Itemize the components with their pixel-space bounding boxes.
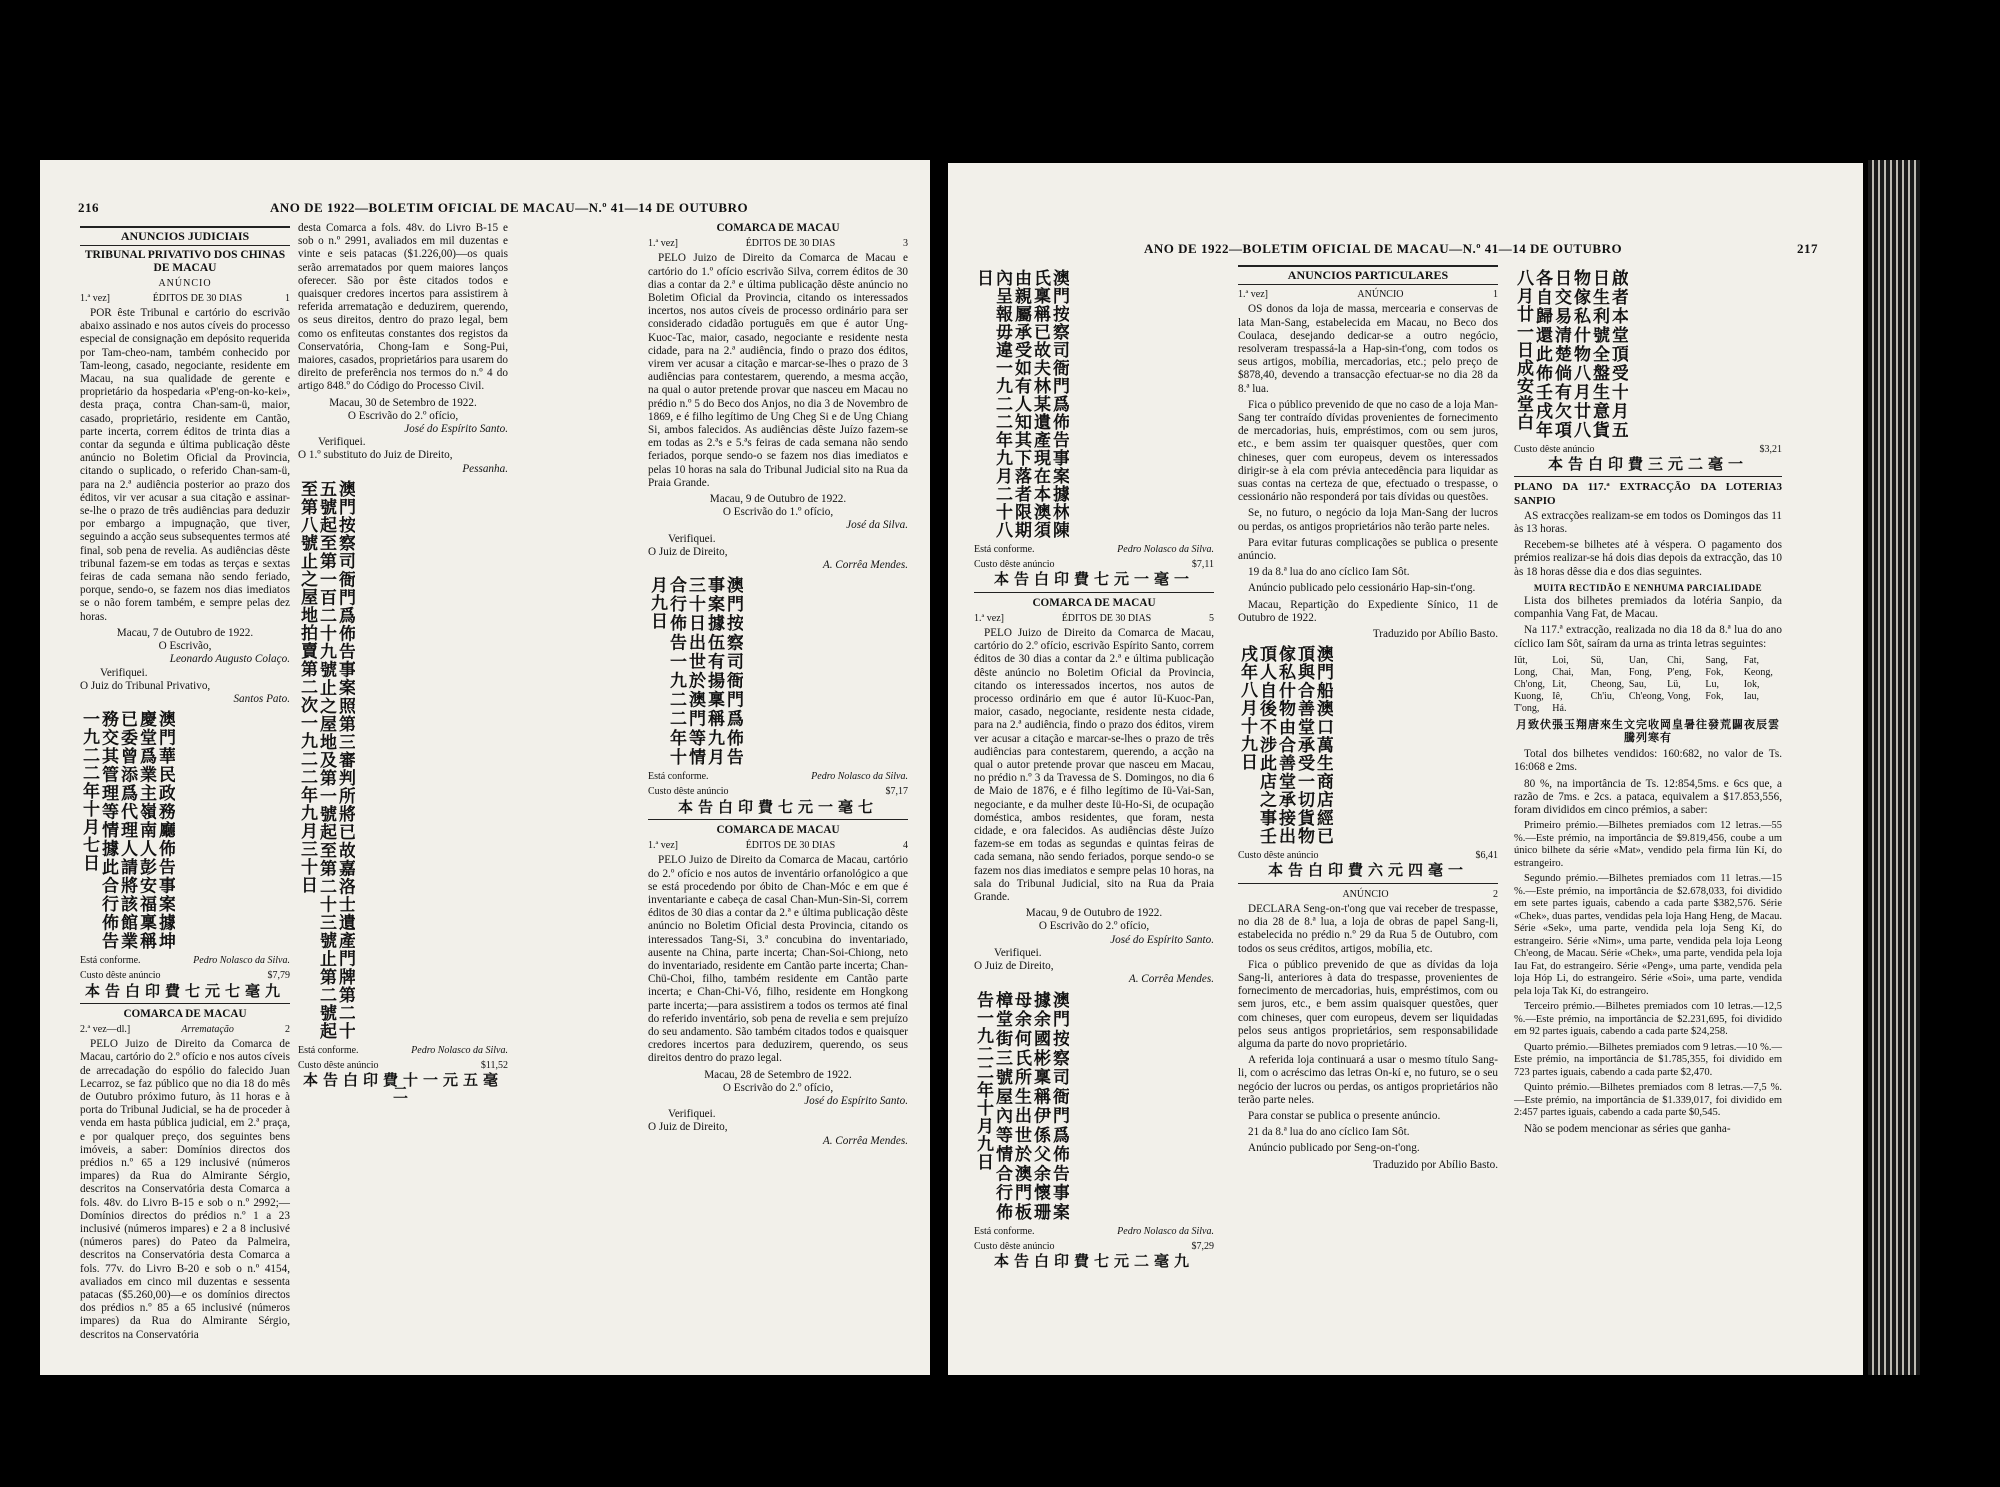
notice-number-2: 2 <box>285 1023 290 1035</box>
notice-body-2: PELO Juizo de Direito da Comarca de Macau, cartório do 2.º ofício e nos autos de inventário orfanológico a que se está procedendo por óbito de Chan-Móc e em que é inventariante e cabeça de casal Chan-Mun-Sin-Si, correm éditos de 30 dias a contar da 2.ª e última publicação dêste anúncio no Boletim Oficial desta Provincia, citando os interessados Tang-Si, 3.ª concubina do inventariado, ausente na China, parte incerta; Chan-Soi-Chiong, neto do inventariado, residente em Cantão parte incerta; Chan-Chü-Choi, filho, também residente em Cantão parte incerta; e Chan-Chi-Vó, filho, residente em Hongkong parte incerta;—para assistirem a todos os termos até final do referido inventário, sob pena de revelia e sem prejuízo do seu andamento. São também citados todos e quaisquer credores incertos para deduzirem, querendo, os seus direitos dentro do prazo legal. <box>648 854 908 1065</box>
chinese-cost-line: 本告白印費十一元五毫二 <box>302 1073 503 1103</box>
judge-role: O Juiz do Tribunal Privativo, <box>80 679 211 692</box>
conforme-label: Está conforme. <box>974 544 1035 555</box>
chinese-notice: 澳門按察司衙門爲佈告事案照第三審判所將已故嘉洛士遺產門牌第二十五號起至第一百二十九號止之屋地及第一號起至第二十三號止第二號起至第八號止之屋地拍賣第二次一九二二年九月三十日 <box>298 479 355 1040</box>
drawn-letter: Cheong, <box>1590 678 1625 690</box>
section-title: ANUNCIOS JUDICIAIS <box>80 226 290 246</box>
first-prize: Primeiro prémio.—Bilhetes premiados com 12 letras.—55 %.—Este prémio, na importância de $9.819,456, coube a um único bilhete da série «Mat», vendido pela firma Iün Kí, do estrangeiro. <box>1514 820 1782 869</box>
notice-date: Macau, 9 de Outubro de 1922. <box>709 493 847 506</box>
notice-body: PELO Juizo de Direito da Comarca de Macau, cartório do 2.º ofício, escrivão Espírito Santo, correm éditos de 30 dias a contar da 2.ª e última publicação dêste anúncio no Boletim Oficial da Provincia, citando os interessados incertos, nos autos de processo ordinário em que é autor Iü-Kuoc-Pan, maior, casado, negociante, residente nesta cidade, para na 2.ª audiência, findo o prazo dos éditos, virem ver acusar a citação e marcar-se-lhes o prazo de três audiências para contestarem, querendo, a acção na qual o autor pretende provar que nasceu em Macau, no prédio n.º 3 da Travessa de S. Domingos, no dia 6 de Maio de 1876, e é filho legítimo de Iü-Vai-San, negociante, e da mulher deste Iü-Ho-Si, de ocupação doméstica, ambos residentes, que foram, nesta cidade, e ora falecidos. As audiências dêste Juízo fazem-se em todas as segundas e quintas feiras de cada semana, não sendo feriados, porque sendo-o se fazem nos dias imediatos e sempre pelas 10 horas, na sala do Tribunal Judicial, sito na Rua da Praia Grande. <box>974 627 1214 904</box>
notice-subtitle-2: Arrematação <box>181 1023 234 1035</box>
chinese-notice: 澳門按察司衙門爲佈告事案據林陳氏稟稱已故夫林某遺產現在本澳須由親屬承受如有人知其下落者限期內呈報毋違一九二二年九月二十八日 <box>974 269 1069 539</box>
insertion-tag: 1.ª vez] <box>648 238 678 250</box>
notice-number: 1 <box>1492 289 1498 301</box>
drawn-letter: Uan, <box>1628 654 1649 666</box>
notice-date: Macau, 7 de Outubro de 1922. <box>116 626 254 639</box>
column-1 <box>80 224 290 1345</box>
lottery-plan-title: PLANO DA 117.ª EXTRACÇÃO DA LOTERIA SANPIO <box>1514 481 1777 507</box>
drawn-letter: T'ong, <box>1514 702 1540 714</box>
chinese-notice: 澳門華民政務廳佈告事案據坤慶堂爲業主嶺南人彭安福稟稱已委曾添爲代理人請將該館業務交其管理等情據此合行佈告一九二二年十月七日 <box>80 710 175 951</box>
insertion-tag-2: 1.ª vez] <box>648 840 678 852</box>
column-6 <box>1514 265 1782 1139</box>
drawn-letter: Lü, <box>1667 678 1681 690</box>
drawn-letter: Kuong, <box>1514 690 1544 702</box>
drawn-letter: Chi, <box>1667 654 1685 666</box>
translator-line-2: Traduzido por Abílio Basto. <box>1372 1158 1498 1171</box>
cost-label: Custo dêste anúncio <box>298 1060 379 1072</box>
drawn-letter: Iüt, <box>1514 654 1528 666</box>
paragraph-4: Na 117.ª extracção, realizada no dia 18 da 8.ª lua do ano cíclico Iam Sôt, saíram da urna as trinta letras seguintes: <box>1514 624 1782 650</box>
drawn-letter: Ch'iu, <box>1590 690 1615 702</box>
judge-role: O 1.º substituto do Juiz de Direito, <box>298 449 453 462</box>
fourth-prize: Quarto prémio.—Bilhetes premiados com 9 letras.—10 %.—Este prémio, na importância de $1.785,355, foi dividido em 723 partes iguais, cabendo a cada parte $2,470. <box>1514 1041 1782 1078</box>
running-head-left: ANO DE 1922—BOLETIM OFICIAL DE MACAU—N.º 41—14 DE OUTUBRO <box>270 200 749 215</box>
conforme-label: Está conforme. <box>298 1044 359 1056</box>
insertion-tag: 1.ª vez] <box>80 292 110 304</box>
left-page <box>40 160 930 1375</box>
paragraph-q4: Para constar se publica o presente anúncio. <box>1248 1109 1441 1122</box>
cost-value: $3,21 <box>1759 444 1782 455</box>
notice-label: ANÚNCIO <box>158 277 212 289</box>
paragraph-5: Total dos bilhetes vendidos: 160:682, no valor de Ts. 16:068 e 2ms. <box>1514 748 1782 774</box>
paragraph-q1: DECLARA Seng-on-t'ong que vai receber de trespasse, no dia 28 de 8.ª lua, a loja de obras de papel Sang-li, estabelecida no prédio n.º 29 da Rua 5 de Outubro, com todos os seus créditos, artigos, mobília, etc. <box>1238 902 1498 955</box>
signer-role: O Escrivão do 2.º ofício, <box>347 409 459 422</box>
edict-label-2: ÉDITOS DE 30 DIAS <box>745 840 836 852</box>
chinese-notice: 啟者本堂頂受十月五日生利號全盤生意貨物傢私什物八月廿八日交易清楚倘有欠項各自歸還此佈壬戌年八月廿一日成安堂白 <box>1514 269 1628 439</box>
judge-name: A. Corrêa Mendes. <box>822 559 908 572</box>
notice-date: Macau, 9 de Outubro de 1922. <box>1025 907 1163 920</box>
chinese-notice-2: 澳門按察司衙門爲佈告事案據余國彬稟稱伊係父余懷珊母余何氏所生出世於澳門板樟堂街三號屋內等情合行佈告一九二二年十月九日 <box>974 990 1069 1221</box>
notice-number: 1 <box>284 292 290 304</box>
verified-label-2: Verifiquei. <box>668 1108 716 1121</box>
signer-name: José da Silva. <box>846 519 908 532</box>
insertion-tag-2: 2.ª vez—dl.] <box>80 1023 131 1035</box>
notice-number: 5 <box>1208 612 1214 624</box>
paragraph-1: OS donos da loja de massa, mercearia e conservas de lata Man-Sang, estabelecida em Macau, no Beco dos Coulaca, desejando dedicar-se a outro negócio, resolveram trespassá-la a Hap-sin-t'ong, com todos os seus artigos, mobília, mercadorias, etc.; pelo preço de $878,40, devendo a transacção efectuar-se no dia 28 da 8.ª lua. <box>1238 303 1498 395</box>
drawn-letter: Iok, <box>1743 678 1760 690</box>
judge-name: Santos Pato. <box>233 692 290 705</box>
drawn-letter: Vong, <box>1667 690 1691 702</box>
paragraph-1: AS extracções realizam-se em todos os Domingos das 11 às 13 horas. <box>1514 509 1782 536</box>
chinese-cost-line: 本告白印費三元二毫一 <box>1547 457 1748 474</box>
conforme-name: Pedro Nolasco da Silva. <box>411 1044 508 1056</box>
column-2 <box>298 222 508 1105</box>
conforme-label-2: Está conforme. <box>974 1225 1035 1237</box>
chinese-notice: 澳門按察司衙門爲佈告事案據伍有揚稟稱九月三十日出世於澳門等情合行佈告一九二二年十月九日 <box>648 576 743 767</box>
paragraph-q5: 21 da 8.ª lua do ano cíclico Iam Sôt. <box>1248 1126 1410 1139</box>
judge-role: O Juiz de Direito, <box>974 960 1054 973</box>
conforme-name: Pedro Nolasco da Silva. <box>193 955 290 967</box>
paragraph-3: Se, no futuro, o negócio da loja Man-Sang der lucros ou perdas, os antigos proprietários não terão parte neles. <box>1238 507 1498 533</box>
signer-role: O Escrivão do 2.º ofício, <box>1038 920 1150 933</box>
paragraph-6: Anúncio publicado pelo cessionário Hap-sin-t'ong. <box>1248 582 1476 595</box>
lottery-motto: MUITA RECTIDÃO E NENHUMA PARCIALIDADE <box>1533 582 1763 593</box>
cost-value-2: $7,29 <box>1191 1240 1214 1252</box>
drawn-letter: Ch'ong, <box>1514 678 1545 690</box>
edict-label: ÉDITOS DE 30 DIAS <box>745 238 836 250</box>
paragraph-3: Lista dos bilhetes premiados da lotéria Sanpio, da companhia Vang Fat, de Macau. <box>1514 595 1782 621</box>
edict-label: ÉDITOS DE 30 DIAS <box>152 292 243 304</box>
paragraph-5: 19 da 8.ª lua do ano cíclico Iam Sôt. <box>1248 566 1410 579</box>
drawn-letters-grid <box>1514 655 1782 715</box>
court-title-2: COMARCA DE MACAU <box>716 823 840 836</box>
running-head-right: ANO DE 1922—BOLETIM OFICIAL DE MACAU—N.º 41—14 DE OUTUBRO <box>1144 241 1623 256</box>
cost-value: $7,17 <box>885 786 908 798</box>
cost-label: Custo dêste anúncio <box>1514 444 1595 455</box>
drawn-letters-chinese: 月致伏張玉翔唐來生文完收岡皇暑往發荒闢夜辰雲騰列寒有 <box>1516 718 1780 745</box>
drawn-letter: Lit, <box>1552 678 1567 690</box>
column-4 <box>974 265 1214 1272</box>
page-number-right: 217 <box>1797 241 1818 256</box>
drawn-letter: Sü, <box>1590 654 1604 666</box>
conforme-name: Pedro Nolasco da Silva. <box>811 771 908 783</box>
drawn-letter: Iau, <box>1743 690 1759 702</box>
court-title: TRIBUNAL PRIVATIVO DOS CHINAS DE MACAU <box>84 249 286 275</box>
cost-label: Custo dêste anúncio <box>648 786 729 798</box>
drawn-letter: Sau, <box>1628 678 1647 690</box>
cost-label: Custo dêste anúncio <box>1238 850 1319 862</box>
verified-label: Verifiquei. <box>100 666 148 679</box>
cost-value: $7,79 <box>267 970 290 982</box>
drawn-letter: Chai, <box>1552 666 1574 678</box>
third-prize: Terceiro prémio.—Bilhetes premiados com 10 letras.—12,5 %.—Este prémio, na importância de $2.231,695, foi dividido em 92 partes iguais, cabendo a cada parte $24,258. <box>1514 1001 1782 1038</box>
drawn-letter: Long, <box>1514 666 1538 678</box>
edict-label: ÉDITOS DE 30 DIAS <box>1061 612 1152 624</box>
drawn-letter: Keong, <box>1743 666 1773 678</box>
verified-label: Verifiquei. <box>318 436 366 449</box>
insertion-tag: 1.ª vez] <box>974 612 1004 624</box>
cost-label-2: Custo dêste anúncio <box>974 1240 1055 1252</box>
drawn-letter: Fok, <box>1705 666 1724 678</box>
notice-number: 3 <box>902 238 908 250</box>
book-binding-edge <box>1868 160 1920 1375</box>
conforme-name-2: Pedro Nolasco da Silva. <box>1117 1225 1214 1237</box>
drawn-letter: P'eng, <box>1667 666 1692 678</box>
judge-name: A. Corrêa Mendes. <box>1128 973 1214 986</box>
conforme-label: Está conforme. <box>80 955 141 967</box>
notice-number: 3 <box>1776 481 1782 494</box>
paragraph-4: Para evitar futuras complicações se publica o presente anúncio. <box>1238 536 1498 563</box>
cost-label: Custo dêste anúncio <box>80 970 161 982</box>
notice-date-2: Macau, 28 de Setembro de 1922. <box>704 1068 852 1081</box>
column-3 <box>648 222 908 1148</box>
signer-role-2: O Escrivão do 2.º ofício, <box>722 1081 834 1094</box>
drawn-letter: Iê, <box>1552 690 1563 702</box>
judge-role-2: O Juiz de Direito, <box>648 1121 728 1134</box>
drawn-letter: Fat, <box>1743 654 1759 666</box>
signer-name-2: José do Espírito Santo. <box>804 1094 908 1107</box>
paragraph-q6: Anúncio publicado por Seng-on-t'ong. <box>1248 1142 1420 1155</box>
drawn-letter: Fong, <box>1628 666 1652 678</box>
notice-number-2: 2 <box>1492 888 1498 900</box>
notice-date: Macau, 30 de Setembro de 1922. <box>329 396 477 409</box>
chinese-cost-line: 本告白印費六元四毫一 <box>1267 863 1468 880</box>
court-title: COMARCA DE MACAU <box>716 222 840 234</box>
notice-body: POR êste Tribunal e cartório do escrivão abaixo assinado e nos autos cíveis do processo especial de consignação em depósito requerida por Tam-cheo-nam, também conhecido por Tam-leong, casado, negociante, residente em Macau, na sua qualidade de gerente e proprietário da hospedaria «P'eng-on-ko-kei», desta praça, contra Chan-sam-ü, maior, casado, proprietário, residente em Cantão, parte incerta, correm éditos de trinta dias a contar da segunda e última publicação dêste anúncio no Boletim Oficial da Provincia, citando o suplicado, o referido Chan-sam-ü, para na 2.ª audiência posterior ao prazo dos éditos, vir ver acusar a sua citação e assinar-se-lhe o prazo de três audiências para deduzir por embargo a impugnação, que tiver, seguindo a acção seus subsequentes termos até final, sob pena de revelia. As audiências dêste tribunal fazem-se em todas as terças e sextas feiras de cada semana não sendo feriado, porque, sendo-o, se fazem nos dias imediatos se o não forem também, e sempre pelas dez horas. <box>80 307 290 623</box>
court-title: COMARCA DE MACAU <box>1032 596 1156 609</box>
judge-role: O Juiz de Direito, <box>648 545 728 558</box>
paragraph-q3: A referida loja continuará a usar o mesmo título Sang-li, com o acréscimo das letras On-kí e, no futuro, se o seu negócio der lucros ou perdas, os antigos proprietários não terão parte neles. <box>1238 1054 1498 1106</box>
judge-name: Pessanha. <box>462 462 508 475</box>
drawn-letter: Sang, <box>1705 654 1728 666</box>
drawn-letter: Ch'eong, <box>1628 690 1665 702</box>
chinese-cost-line: 本告白印費七元七毫九 <box>84 983 285 1000</box>
paragraph-2: Recebem-se bilhetes até à véspera. O pagamento dos prémios realizar-se há dois dias depois da extracção, das 10 às 18 horas dêsse dia e dos dias seguintes. <box>1514 539 1782 578</box>
verified-label: Verifiquei. <box>668 532 716 545</box>
signer-name: José do Espírito Santo. <box>404 423 508 436</box>
fifth-prize: Quinto prémio.—Bilhetes premiados com 8 letras.—7,5 %.—Este prémio, na importância de $1.339,017, foi dividido em 2:457 partes iguais, cabendo a cada parte $0,545. <box>1514 1082 1782 1119</box>
notice-date: Macau, Repartição do Expediente Sínico, 11 de Outubro de 1922. <box>1238 598 1498 624</box>
cost-value: $6,41 <box>1475 850 1498 862</box>
notice-number-2: 4 <box>902 840 908 852</box>
conforme-label: Está conforme. <box>648 771 709 783</box>
page-number-left: 216 <box>78 200 99 215</box>
notice-label: ANÚNCIO <box>1357 289 1404 301</box>
cost-label: Custo dêste anúncio <box>974 559 1055 571</box>
notice-body-continued: desta Comarca a fols. 48v. do Livro B-15 e sob o n.º 2991, avaliados em mil duzentas e vinte e seis patacas ($1.226,00)—os quais serão arrematados por quem maiores lanços oferecer. São por êste citados todos e quaisquer credores incertos para assistirem à referida arrematação e deduzirem, querendo, os seus direitos, dentro do prazo legal, bem como os enfiteutas constantes dos registos da Conservatória, Chong-Iam e Song-Pui, maiores, casados, proprietários para usarem do direito de preferência nos termos do n.º 4 do artigo 848.º do Código do Processo Civil. <box>298 222 508 393</box>
drawn-letter: Loi, <box>1552 654 1569 666</box>
section-title: ANUNCIOS PARTICULARES <box>1238 265 1498 285</box>
closing-line: Não se podem mencionar as séries que ganha- <box>1524 1122 1731 1135</box>
signer-name: José do Espírito Santo. <box>1110 933 1214 946</box>
insertion-tag: 1.ª vez] <box>1238 289 1268 301</box>
drawn-letter: Lu, <box>1705 678 1720 690</box>
signer-role: O Escrivão, <box>158 640 212 653</box>
chinese-cost-line: 本告白印費七元一毫七 <box>677 799 878 816</box>
signer-role: O Escrivão do 1.º ofício, <box>722 506 834 519</box>
right-page <box>948 163 1863 1375</box>
chinese-notice: 澳門船澳口萬生商店經已頂與合善堂承受一切貨物傢私什物由合善堂承接出頂人自後不涉此店之事壬戌年八月十九日 <box>1238 645 1333 846</box>
verified-label: Verifiquei. <box>994 946 1042 959</box>
chinese-cost-line-2: 本告白印費七元二毫九 <box>993 1253 1194 1270</box>
paragraph-6: 80 %, na importância de Ts. 12:854,5ms. e 6cs que, a razão de 7ms. e 2cs. a pataca, equivalem a $17.853,556, foram divididos em cinco prémios, a saber: <box>1514 777 1782 817</box>
signer-name: Leonardo Augusto Colaço. <box>169 653 290 666</box>
cost-value: $7,11 <box>1191 559 1214 571</box>
second-prize: Segundo prémio.—Bilhetes premiados com 11 letras.—15 %.—Este prémio, na importância de $2.678,033, foi dividido em sete partes iguais, cabendo a cada parte $382,576. Série «Chek», duas partes, vendidas pela loja Hang Heng, de Macau. Série «Sek», uma parte, vendida pela loja Seng Kí, do estrangeiro. Série «Nim», uma parte, vendida pela loja Leong Ch'eong, de Macau. Série «Chek», uma parte, vendida pela loja Iau Fat, do estrangeiro. Série «Peng», uma parte, vendida pela loja Hóp Li, do estrangeiro. Série «Soi», uma parte, vendida pela loja Tak Kí, do estrangeiro. <box>1514 873 1782 997</box>
notice-body-2: PELO Juizo de Direito da Comarca de Macau, cartório do 2.º ofício e nos autos cíveis de arrecadação do espólio do falecido Juan Lecarroz, se faz público que no dia 18 do mês de Outubro próximo futuro, às 11 horas e à porta do Tribunal Judicial, se ha de proceder à venda em hasta pública judicial, em 2.ª praça, e por qualquer preço, dos seguintes bens imóveis, a saber: Domínios directos dos prédios n.º 65 a 129 inclusivé (números impares) da Rua do Almirante Sérgio, descritos na Conservatória desta Comarca a fols. 48v. do Livro B-15 e sob o n.º 2992;—Domínios directos do prédios n.º 1 a 23 inclusivé (números impares) e 2 a 8 inclusivé (números pares) do Pateo da Palmeira, descritos na Conservatória desta Comarca a fols. 77v. do Livro B-20 e sob o n.º 4154, avaliados em cinco mil duzentas e sessenta patacas ($5.260,00)—e os domínios directos dos prédios n.º 85 a 65 inclusivé (números impares) da Rua do Almirante Sérgio, descritos na Conservatória <box>80 1038 290 1341</box>
drawn-letter: Há. <box>1552 702 1567 714</box>
drawn-letter: Fok, <box>1705 690 1724 702</box>
judge-name-2: A. Corrêa Mendes. <box>822 1134 908 1147</box>
cost-value: $11,52 <box>480 1060 508 1072</box>
chinese-cost-line: 本告白印費七元一毫一 <box>993 572 1194 589</box>
paragraph-2: Fica o público prevenido de que no caso de a loja Man-Sang ter contraído dívidas provenientes de fornecimento de mercadorias, huis, empréstimos, com ou sem juros, etc., e bem assim ter quaisquer questões, quer com chineses, quer com europeus, devem os interessados dirigir-se à ela com prévia antecedência para liquidar as suas contas na certeza de que, efectuado o trespasse, o cessionário não responderá por tais dívidas ou questões. <box>1238 398 1498 504</box>
column-5 <box>1238 263 1498 1172</box>
drawn-letter: Man, <box>1590 666 1612 678</box>
notice-label-2: ANÚNCIO <box>1342 888 1389 900</box>
conforme-name: Pedro Nolasco da Silva. <box>1117 544 1214 555</box>
translator-line: Traduzido por Abílio Basto. <box>1372 628 1498 641</box>
court-title-2: COMARCA DE MACAU <box>123 1007 247 1020</box>
notice-body: PELO Juizo de Direito da Comarca de Macau e cartório do 1.º ofício escrivão Silva, correm éditos de 30 dias a contar da 2.ª e última publicação dêste anúncio no Boletim Oficial da Provincia, citando os interessados incertos, nos autos cíveis de processo ordinário para ser considerado cidadão português em que é autor Ung-Kuoc-Tac, maior, casado, negociante e residente nesta cidade, para na 2.ª audiência, findo o prazo dos éditos, virem ver acusar a citação e marcar-se-lhes o prazo de 3 audiências para contestarem, querendo, a mesma acção, na qual o autor pretende provar que nasceu em Macau no prédio n.º 5 do Beco dos Anjos, no dia 3 de Novembro de 1869, e é filho legítimo de Ung Cheg Si e de Ung Chiang Si, ambos falecidos. As audiências dêste Juízo fazem-se em todas as 2.ªs e 5.ªs feiras de cada semana não sendo feriados, porque sendo-o se fazem nos dias imediatos e pelas 10 horas na sala do Tribunal Judicial sito na Rua da Praia Grande. <box>648 252 908 489</box>
paragraph-q2: Fica o público prevenido de que as dívidas da loja Sang-li, anteriores à data do trespasse, provenientes de fornecimento de mercadorias, huis, empréstimos, com ou sem juros, etc., e bem assim quaisquer questões, quer com chineses, quer com europeus, devem ser liquidadas pelos seus antigos proprietários, sem responsabilidade alguma da parte do novo proprietário. <box>1238 958 1498 1050</box>
